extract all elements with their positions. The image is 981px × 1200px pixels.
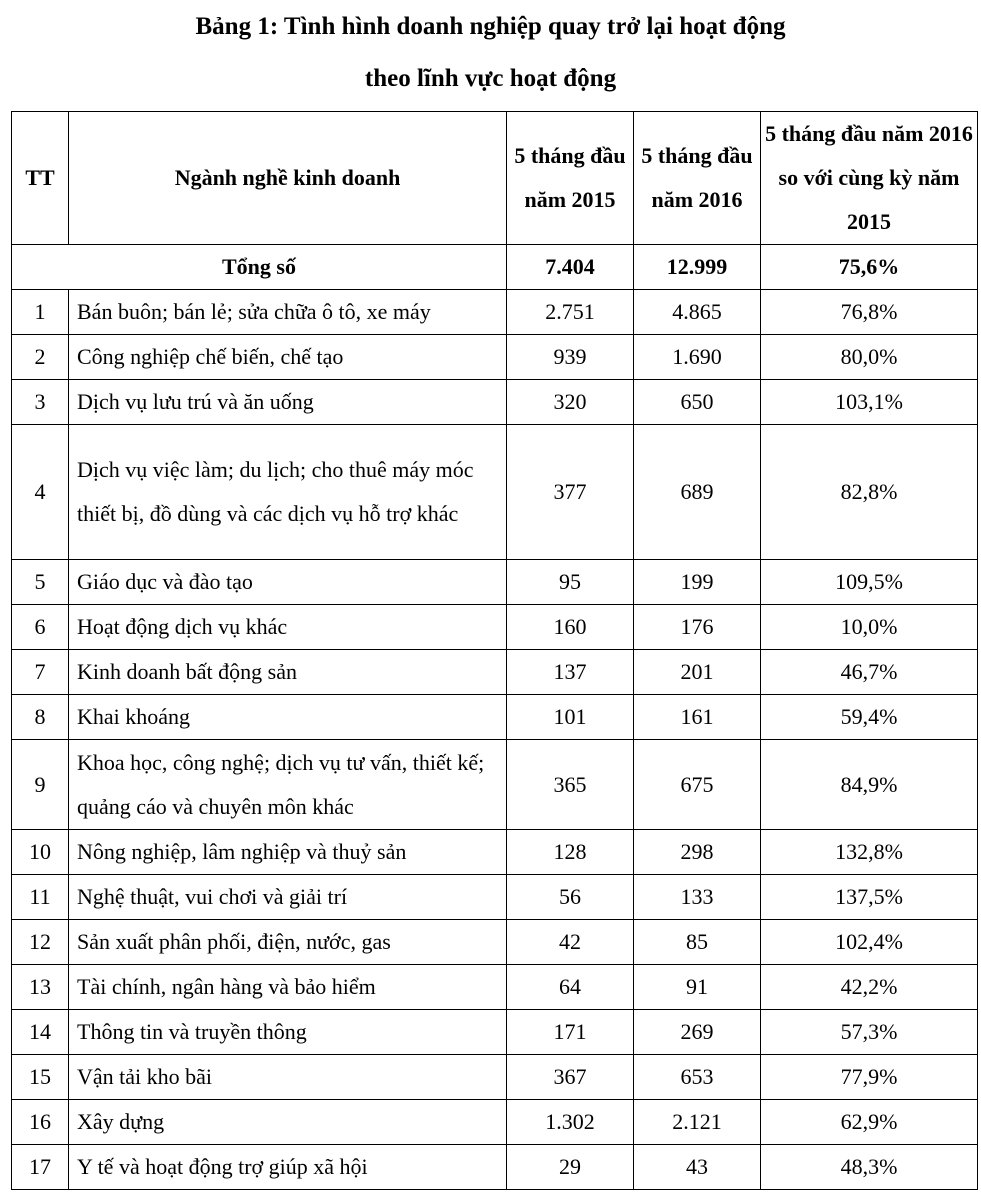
row-tt: 10 xyxy=(12,830,69,875)
row-tt: 16 xyxy=(12,1100,69,1145)
table-subtitle: theo lĩnh vực hoạt động xyxy=(364,65,617,92)
row-ratio: 80,0% xyxy=(761,335,978,380)
row-ratio: 137,5% xyxy=(761,875,978,920)
row-name: Dịch vụ lưu trú và ăn uống xyxy=(69,380,507,425)
row-2015: 42 xyxy=(507,920,634,965)
row-ratio: 76,8% xyxy=(761,290,978,335)
row-ratio: 48,3% xyxy=(761,1145,978,1190)
row-2016: 43 xyxy=(634,1145,761,1190)
row-2015: 377 xyxy=(507,425,634,560)
row-tt: 7 xyxy=(12,650,69,695)
row-name: Khoa học, công nghệ; dịch vụ tư vấn, thiết kế; quảng cáo và chuyên môn khác xyxy=(69,740,507,830)
table-row xyxy=(12,875,978,920)
row-ratio: 77,9% xyxy=(761,1055,978,1100)
business-table xyxy=(11,111,978,1190)
row-2016: 298 xyxy=(634,830,761,875)
row-2016: 85 xyxy=(634,920,761,965)
table-row xyxy=(12,1010,978,1055)
header-2015: 5 tháng đầu năm 2015 xyxy=(507,112,634,245)
row-name: Hoạt động dịch vụ khác xyxy=(69,605,507,650)
row-tt: 5 xyxy=(12,560,69,605)
row-ratio: 46,7% xyxy=(761,650,978,695)
table-row xyxy=(12,605,978,650)
row-ratio: 59,4% xyxy=(761,695,978,740)
row-2015: 171 xyxy=(507,1010,634,1055)
total-2016: 12.999 xyxy=(634,245,761,290)
table-row xyxy=(12,380,978,425)
row-ratio: 57,3% xyxy=(761,1010,978,1055)
row-2016: 133 xyxy=(634,875,761,920)
row-2016: 689 xyxy=(634,425,761,560)
row-tt: 11 xyxy=(12,875,69,920)
row-2016: 2.121 xyxy=(634,1100,761,1145)
table-row xyxy=(12,425,978,560)
row-2016: 650 xyxy=(634,380,761,425)
row-name: Bán buôn; bán lẻ; sửa chữa ô tô, xe máy xyxy=(69,290,507,335)
row-2016: 201 xyxy=(634,650,761,695)
row-ratio: 10,0% xyxy=(761,605,978,650)
row-name: Công nghiệp chế biến, chế tạo xyxy=(69,335,507,380)
table-row xyxy=(12,560,978,605)
header-name: Ngành nghề kinh doanh xyxy=(69,112,507,245)
row-2015: 56 xyxy=(507,875,634,920)
row-2016: 199 xyxy=(634,560,761,605)
row-name: Nghệ thuật, vui chơi và giải trí xyxy=(69,875,507,920)
table-row xyxy=(12,920,978,965)
header-compare: 5 tháng đầu năm 2016 so với cùng kỳ năm 2015 xyxy=(761,112,978,245)
table-row xyxy=(12,1145,978,1190)
row-ratio: 132,8% xyxy=(761,830,978,875)
row-tt: 8 xyxy=(12,695,69,740)
row-tt: 15 xyxy=(12,1055,69,1100)
row-2016: 176 xyxy=(634,605,761,650)
row-tt: 14 xyxy=(12,1010,69,1055)
row-2016: 269 xyxy=(634,1010,761,1055)
row-tt: 1 xyxy=(12,290,69,335)
row-2015: 64 xyxy=(507,965,634,1010)
table-row xyxy=(12,290,978,335)
table-title: Bảng 1: Tình hình doanh nghiệp quay trở lại hoạt động xyxy=(195,13,786,40)
row-2015: 29 xyxy=(507,1145,634,1190)
table-row xyxy=(12,830,978,875)
row-ratio: 62,9% xyxy=(761,1100,978,1145)
table-row xyxy=(12,965,978,1010)
row-name: Kinh doanh bất động sản xyxy=(69,650,507,695)
row-name: Tài chính, ngân hàng và bảo hiểm xyxy=(69,965,507,1010)
total-row xyxy=(12,245,978,290)
row-2015: 939 xyxy=(507,335,634,380)
table-row xyxy=(12,1100,978,1145)
row-name: Nông nghiệp, lâm nghiệp và thuỷ sản xyxy=(69,830,507,875)
row-tt: 4 xyxy=(12,425,69,560)
row-2015: 2.751 xyxy=(507,290,634,335)
row-2016: 675 xyxy=(634,740,761,830)
row-name: Khai khoáng xyxy=(69,695,507,740)
row-name: Xây dựng xyxy=(69,1100,507,1145)
table-row xyxy=(12,740,978,830)
table-row xyxy=(12,695,978,740)
row-tt: 3 xyxy=(12,380,69,425)
row-ratio: 82,8% xyxy=(761,425,978,560)
row-2015: 320 xyxy=(507,380,634,425)
row-name: Giáo dục và đào tạo xyxy=(69,560,507,605)
total-ratio: 75,6% xyxy=(761,245,978,290)
row-name: Thông tin và truyền thông xyxy=(69,1010,507,1055)
row-2016: 1.690 xyxy=(634,335,761,380)
row-tt: 9 xyxy=(12,740,69,830)
row-2015: 367 xyxy=(507,1055,634,1100)
row-name: Dịch vụ việc làm; du lịch; cho thuê máy móc thiết bị, đồ dùng và các dịch vụ hỗ trợ khác xyxy=(69,425,507,560)
header-row xyxy=(12,112,978,245)
row-tt: 2 xyxy=(12,335,69,380)
row-2015: 137 xyxy=(507,650,634,695)
row-2015: 1.302 xyxy=(507,1100,634,1145)
row-name: Y tế và hoạt động trợ giúp xã hội xyxy=(69,1145,507,1190)
row-ratio: 84,9% xyxy=(761,740,978,830)
row-2016: 161 xyxy=(634,695,761,740)
header-tt: TT xyxy=(12,112,69,245)
row-name: Sản xuất phân phối, điện, nước, gas xyxy=(69,920,507,965)
row-tt: 6 xyxy=(12,605,69,650)
row-ratio: 109,5% xyxy=(761,560,978,605)
row-ratio: 42,2% xyxy=(761,965,978,1010)
row-2015: 128 xyxy=(507,830,634,875)
row-tt: 17 xyxy=(12,1145,69,1190)
row-2016: 653 xyxy=(634,1055,761,1100)
row-2015: 95 xyxy=(507,560,634,605)
row-2015: 160 xyxy=(507,605,634,650)
row-name: Vận tải kho bãi xyxy=(69,1055,507,1100)
row-2016: 4.865 xyxy=(634,290,761,335)
table-row xyxy=(12,1055,978,1100)
row-tt: 12 xyxy=(12,920,69,965)
table-row xyxy=(12,335,978,380)
header-2016: 5 tháng đầu năm 2016 xyxy=(634,112,761,245)
row-2015: 365 xyxy=(507,740,634,830)
total-label: Tổng số xyxy=(12,245,507,290)
row-ratio: 103,1% xyxy=(761,380,978,425)
row-2015: 101 xyxy=(507,695,634,740)
row-2016: 91 xyxy=(634,965,761,1010)
row-tt: 13 xyxy=(12,965,69,1010)
row-ratio: 102,4% xyxy=(761,920,978,965)
total-2015: 7.404 xyxy=(507,245,634,290)
table-row xyxy=(12,650,978,695)
